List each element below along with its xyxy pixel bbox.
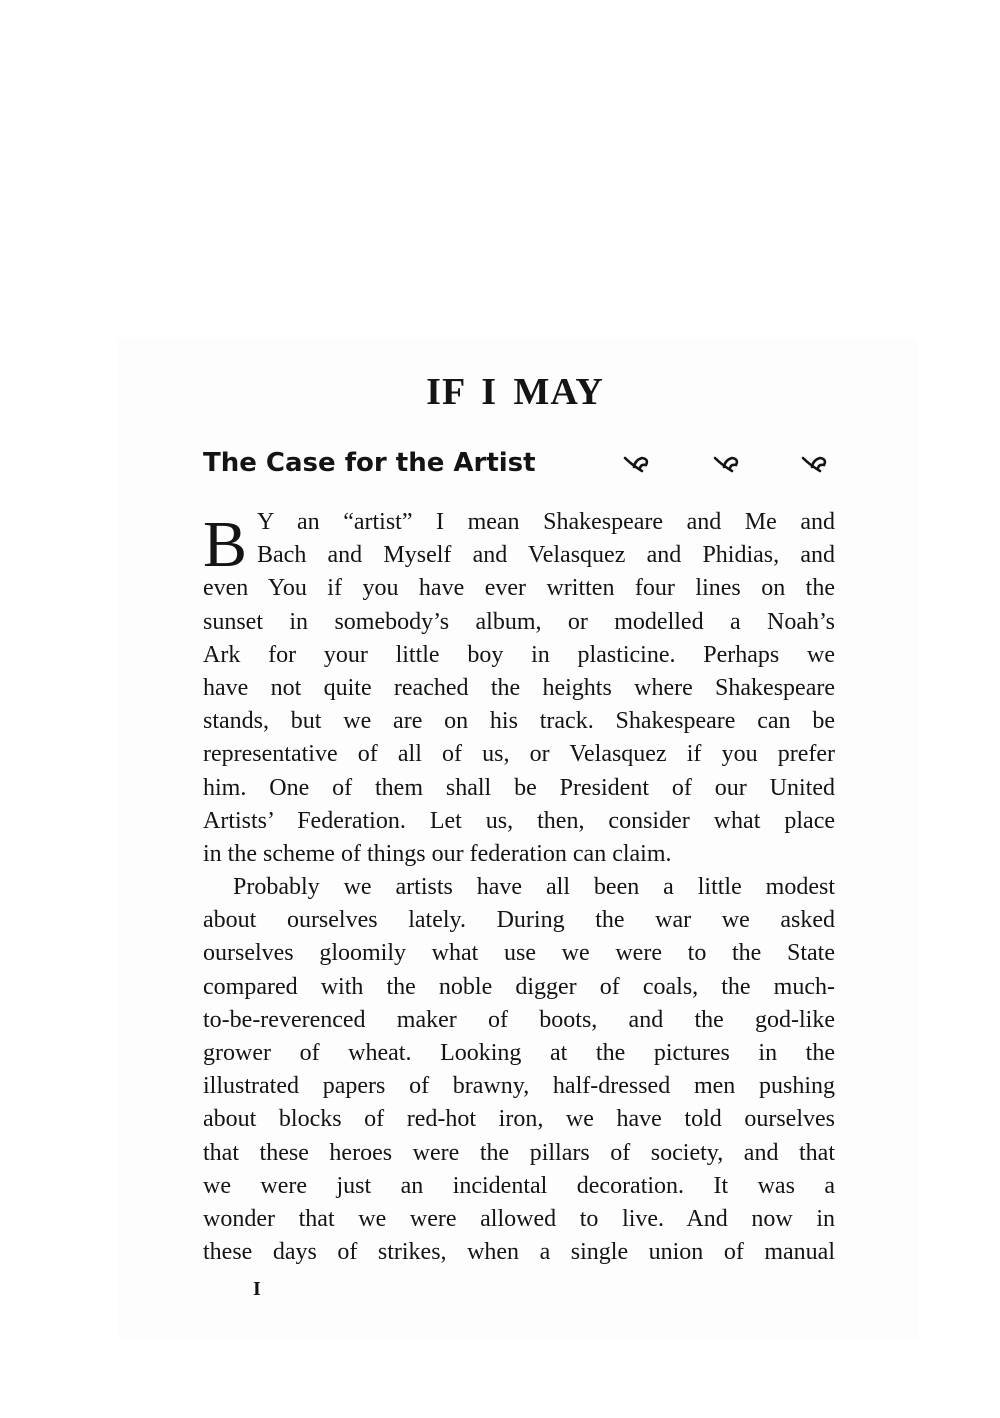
paragraph bbox=[203, 506, 835, 871]
text-line: about ourselves lately. During the war we asked bbox=[203, 907, 835, 934]
text-line: these days of strikes, when a single union of manual bbox=[203, 1239, 835, 1266]
book-title: IF I MAY bbox=[426, 371, 604, 413]
text-line: Probably we artists have all been a little modest bbox=[233, 874, 835, 901]
text-line: we were just an incidental decoration. It was a bbox=[203, 1172, 835, 1199]
text-line: sunset in somebody’s album, or modelled a Noah’s bbox=[203, 608, 835, 635]
chapter-title: The Case for the Artist bbox=[203, 448, 536, 478]
text-line: have not quite reached the heights where Shakespeare bbox=[203, 674, 835, 701]
text-line: that these heroes were the pillars of society, and that bbox=[203, 1139, 835, 1166]
text-line: Artists’ Federation. Let us, then, consider what place bbox=[203, 807, 835, 834]
text-line: even You if you have ever written four lines on the bbox=[203, 575, 835, 602]
text-line: him. One of them shall be President of our United bbox=[203, 774, 835, 801]
page-number: I bbox=[253, 1278, 261, 1300]
text-line: stands, but we are on his track. Shakespeare can be bbox=[203, 708, 835, 735]
text-line: in the scheme of things our federation can claim. bbox=[203, 840, 672, 867]
leaf-ornament-icon bbox=[623, 454, 653, 476]
text-line: grower of wheat. Looking at the pictures in the bbox=[203, 1040, 835, 1066]
text-line: Bach and Myself and Velasquez and Phidias, and bbox=[257, 542, 835, 569]
chapter-heading bbox=[203, 448, 833, 488]
text-line: ourselves gloomily what use we were to the State bbox=[203, 940, 835, 967]
text-line: to-be-reverenced maker of boots, and the god-like bbox=[203, 1006, 835, 1033]
text-line: compared with the noble digger of coals, the much- bbox=[203, 973, 835, 1000]
text-line: about blocks of red-hot iron, we have told ourselves bbox=[203, 1106, 835, 1133]
paragraph bbox=[203, 871, 835, 1269]
text-line: Ark for your little boy in plasticine. Perhaps we bbox=[203, 641, 835, 668]
body-text bbox=[203, 506, 835, 1269]
text-line: representative of all of us, or Velasquez if you prefer bbox=[203, 741, 835, 768]
leaf-ornament-icon bbox=[713, 454, 743, 476]
leaf-ornament-icon bbox=[801, 454, 831, 476]
text-line: Y an “artist” I mean Shakespeare and Me and bbox=[257, 509, 835, 535]
drop-cap: B bbox=[203, 508, 248, 581]
text-line: wonder that we were allowed to live. And now in bbox=[203, 1205, 835, 1232]
text-line: illustrated papers of brawny, half-dressed men pushing bbox=[203, 1073, 835, 1100]
